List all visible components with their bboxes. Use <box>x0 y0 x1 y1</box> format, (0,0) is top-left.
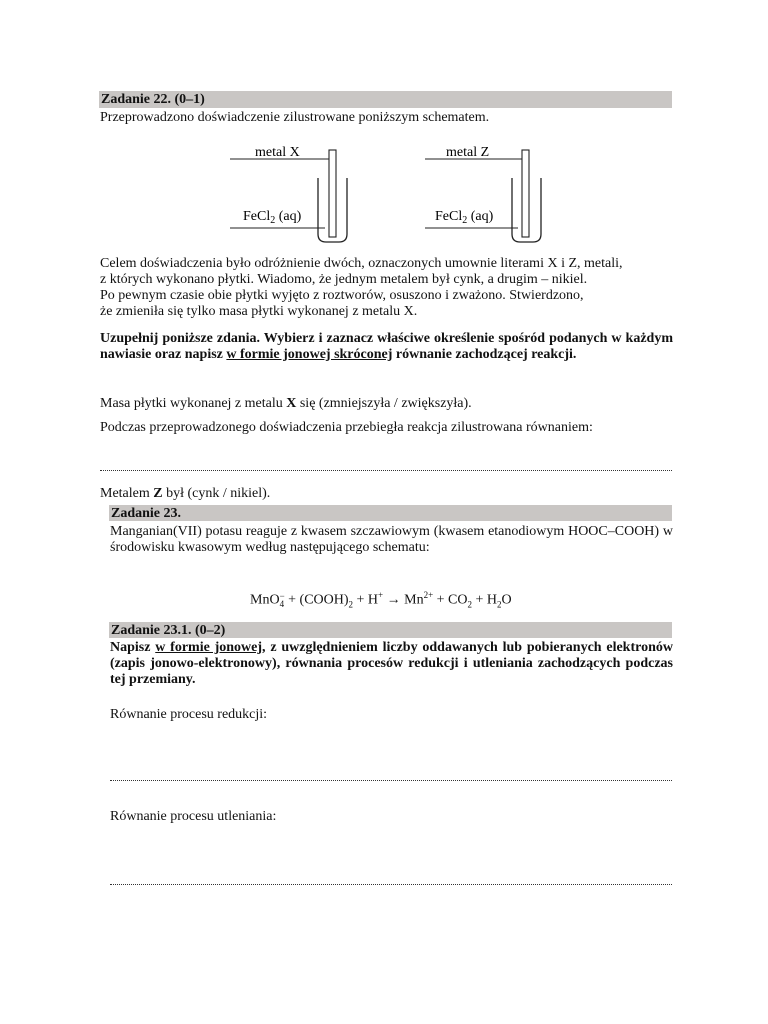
task-22-description <box>100 256 673 320</box>
solution-label-left: FeCl$_2$ (aq) <box>243 209 302 226</box>
task-22-sentence-3: Metalem Z był (cynk / nikiel). <box>100 486 271 501</box>
metal-z-label: metal Z <box>446 145 490 160</box>
experiment-diagram <box>230 138 560 248</box>
test-tube-left <box>230 150 347 242</box>
underlined-phrase: w formie jonowej <box>155 640 263 655</box>
reaction-scheme: MnO − 4 + $(COOH)_2 + H^+ \to Mn^{2+} + CO_2 + H_2O$ <box>250 590 512 610</box>
task-23-header <box>109 505 672 521</box>
answer-line-equation[interactable] <box>100 470 672 471</box>
metal-plate-x <box>329 150 336 237</box>
description-line: Celem doświadczenia było odróżnienie dwóch, oznaczonych umownie literami X i Z, metali, <box>100 256 623 271</box>
description-line: z których wykonano płytki. Wiadomo, że jednym metalem był cynk, a drugim – nikiel. <box>100 272 588 287</box>
task-23-title: Zadanie 23. <box>111 506 182 521</box>
task-22-header <box>99 91 672 108</box>
description-line: że zmieniła się tylko masa płytki wykonanej z metalu X. <box>100 304 418 319</box>
task-22-instruction: Uzupełnij poniższe zdania. Wybierz i zaznacz właściwe określenie spośród podanych w każdym nawiasie oraz napisz w formie jonowej skróconej równanie zachodzącej reakcji. <box>100 331 673 362</box>
metal-plate-z <box>522 150 529 237</box>
answer-line-reduction[interactable] <box>110 780 672 781</box>
oxidation-label: Równanie procesu utleniania: <box>110 809 277 824</box>
task-22-sentence-2: Podczas przeprowadzonego doświadczenia przebiegła reakcja zilustrowana równaniem: <box>100 420 593 435</box>
test-tube-right <box>425 150 541 242</box>
metal-x-label: metal X <box>255 145 300 160</box>
task-23-1-title: Zadanie 23.1. (0–2) <box>111 623 226 638</box>
task-22-intro: Przeprowadzono doświadczenie zilustrowane poniższym schematem. <box>100 110 490 125</box>
task-22-title: Zadanie 22. (0–1) <box>101 92 205 107</box>
underlined-phrase: w formie jonowej skróconej <box>226 347 393 362</box>
task-23-intro: Manganian(VII) potasu reaguje z kwasem szczawiowym (kwasem etanodiowym HOOC–COOH) w środowisku kwasowym według następującego schematu: <box>110 524 673 555</box>
task-22-sentence-1: Masa płytki wykonanej z metalu X się (zmniejszyła / zwiększyła). <box>100 396 472 411</box>
reduction-label: Równanie procesu redukcji: <box>110 707 268 722</box>
answer-line-oxidation[interactable] <box>110 884 672 885</box>
task-23-1-instruction: Napisz w formie jonowej, z uwzględnieniem liczby oddawanych lub pobieranych elektronów (zapis jonowo-elektronowy), równania procesów redukcji i utleniania zachodzących podczas tej przemiany. <box>110 640 673 687</box>
solution-label-right: FeCl$_2$ (aq) <box>435 209 494 226</box>
description-line: Po pewnym czasie obie płytki wyjęto z roztworów, osuszono i zważono. Stwierdzono, <box>100 288 584 303</box>
task-23-1-header <box>109 622 672 638</box>
